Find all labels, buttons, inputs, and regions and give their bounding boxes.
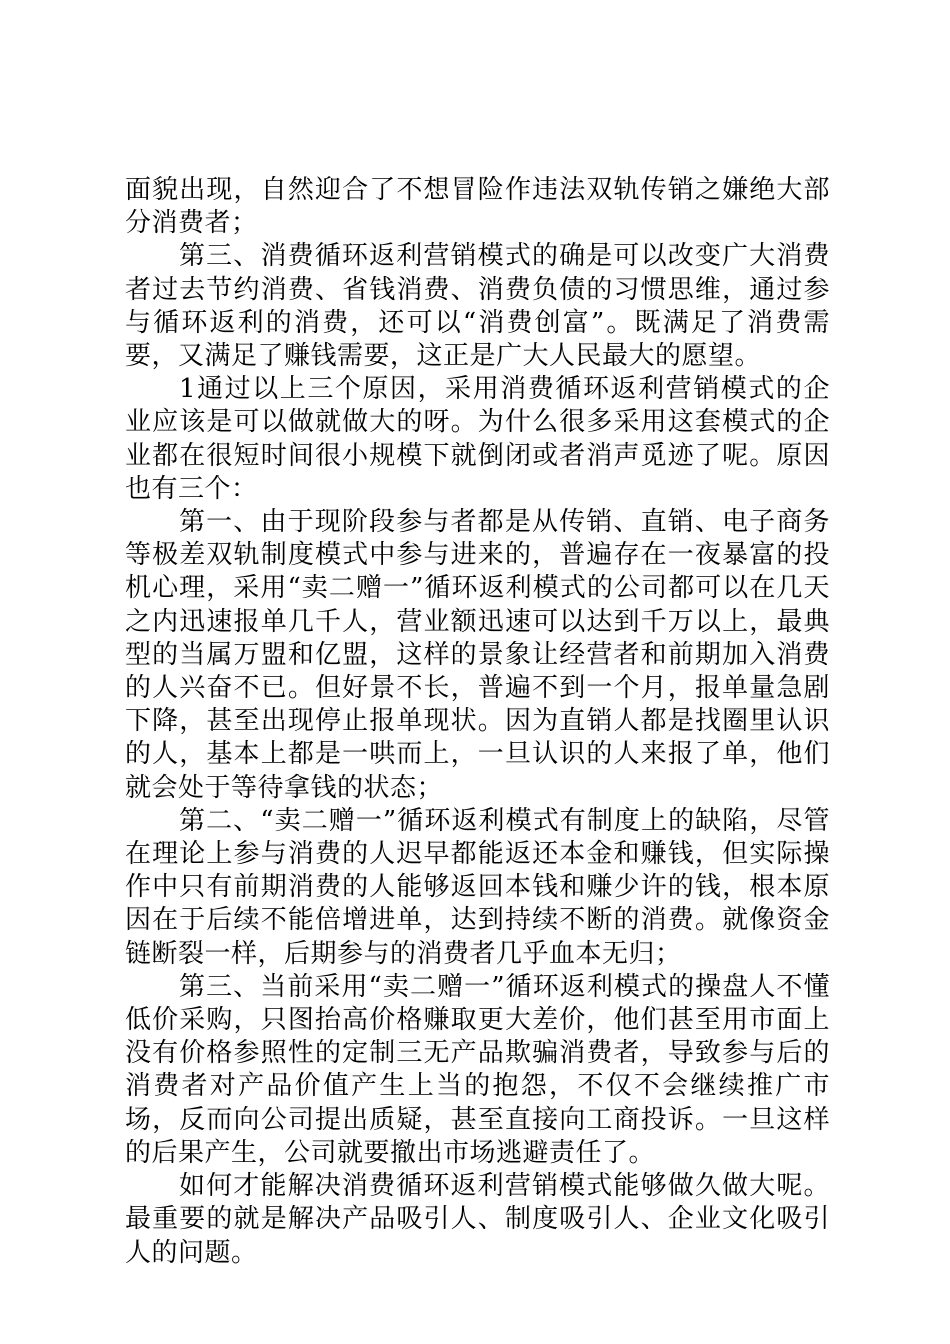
paragraph-5: 第二、“卖二赠一”循环返利模式有制度上的缺陷，尽管在理论上参与消费的人迟早都能返还本金和赚钱，但实际操作中只有前期消费的人能够返回本钱和赚少许的钱，根本原因在于后续不能倍增进单，达到持续不断的消费。就像资金链断裂一样，后期参与的消费者几乎血本无归；	[125, 805, 830, 969]
paragraph-2: 第三、消费循环返利营销模式的确是可以改变广大消费者过去节约消费、省钱消费、消费负债的习惯思维，通过参与循环返利的消费，还可以“消费创富”。既满足了消费需要，又满足了赚钱需要，这正是广大人民最大的愿望。	[125, 241, 830, 372]
paragraph-3: 1通过以上三个原因，采用消费循环返利营销模式的企业应该是可以做就做大的呀。为什么很多采用这套模式的企业都在很短时间很小规模下就倒闭或者消声觅迹了呢。原因也有三个：	[125, 374, 830, 504]
paragraph-4: 第一、由于现阶段参与者都是从传销、直销、电子商务等极差双轨制度模式中参与进来的，普遍存在一夜暴富的投机心理，采用“卖二赠一”循环返利模式的公司都可以在几天之内迅速报单几千人，营业额迅速可以达到千万以上，最典型的当属万盟和亿盟，这样的景象让经营者和前期加入消费的人兴奋不已。但好景不长，普遍不到一个月，报单量急剧下降，甚至出现停止报单现状。因为直销人都是找圈里认识的人，基本上都是一哄而上，一旦认识的人来报了单，他们就会处于等待拿钱的状态；	[125, 507, 830, 803]
paragraph-1: 面貌出现，自然迎合了不想冒险作违法双轨传销之嫌绝大部分消费者；	[125, 175, 830, 239]
paragraph-6: 第三、当前采用“卖二赠一”循环返利模式的操盘人不懂低价采购，只图抬高价格赚取更大差价，他们甚至用市面上没有价格参照性的定制三无产品欺骗消费者，导致参与后的消费者对产品价值产生上当的抱怨，不仅不会继续推广市场，反而向公司提出质疑，甚至直接向工商投诉。一旦这样的后果产生，公司就要撤出市场逃避责任了。	[125, 971, 830, 1168]
document-body	[125, 174, 830, 1270]
paragraph-7: 如何才能解决消费循环返利营销模式能够做久做大呢。最重要的就是解决产品吸引人、制度吸引人、企业文化吸引人的问题。	[125, 1171, 830, 1268]
